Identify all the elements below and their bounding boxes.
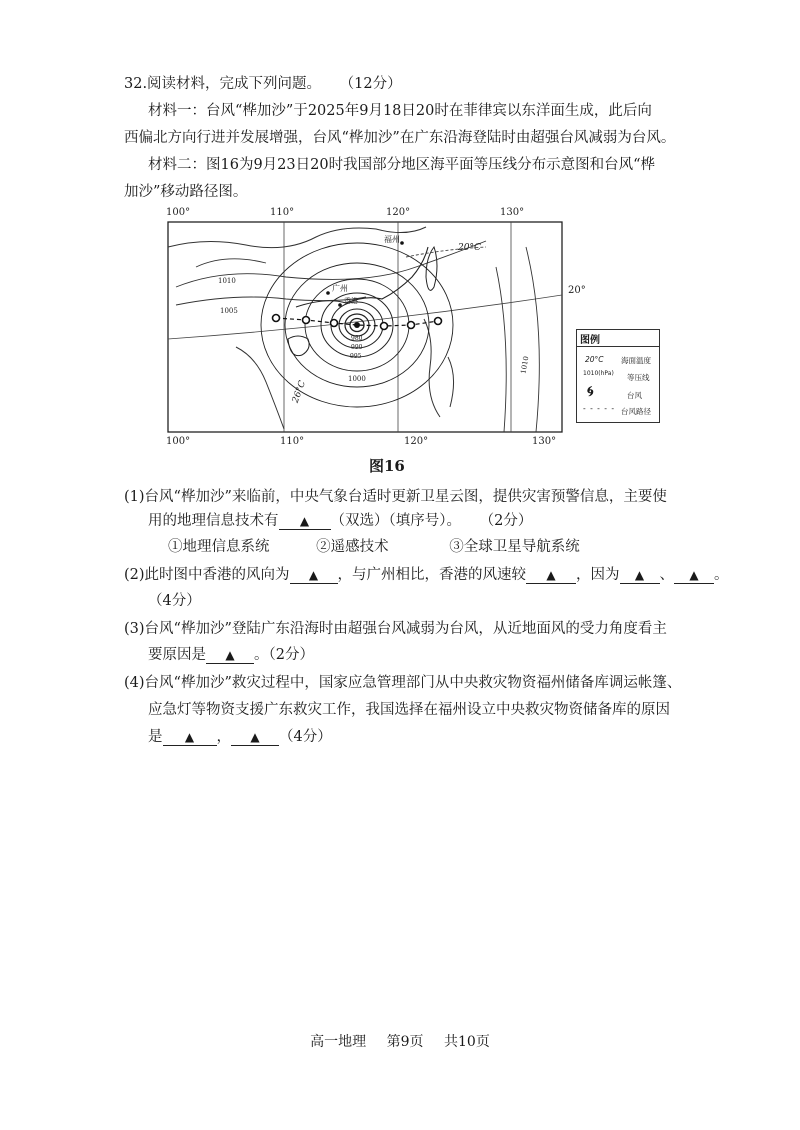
q2-blank-3[interactable]	[620, 567, 660, 584]
answer-triangle-icon: ▲	[299, 514, 310, 528]
q3-stem: 要原因是	[148, 647, 206, 663]
q1-stem: 用的地理信息技术有	[148, 513, 279, 529]
page-footer	[0, 1031, 800, 1051]
isobar-label-995: 995	[350, 353, 362, 360]
q1-note: （双选）（填序号）。	[330, 513, 461, 529]
map-legend	[576, 329, 660, 423]
lon-label-top-130: 130°	[500, 207, 525, 218]
q4-blank-2[interactable]	[231, 729, 279, 746]
footer-subject: 高一地理	[310, 1034, 367, 1050]
question-title: 32.阅读材料，完成下列问题。	[124, 76, 322, 92]
answer-triangle-icon: ▲	[225, 648, 235, 662]
answer-triangle-icon: ▲	[546, 568, 556, 582]
legend-path-sample: - - - - -	[583, 404, 616, 413]
q2-because: ，因为	[576, 567, 620, 583]
answer-triangle-icon: ▲	[250, 730, 260, 744]
legend-typhoon-label: 台风	[627, 391, 642, 400]
isobar-label-1010-east: 1010	[519, 355, 531, 375]
lon-label-bottom-120: 120°	[404, 436, 429, 447]
sst-label-20c: 20°C	[458, 243, 481, 253]
q1-option-3: ③全球卫星导航系统	[449, 539, 580, 555]
q4-line3	[148, 727, 332, 747]
isobar-label-1010-left: 1010	[218, 277, 236, 285]
isobar-map-figure	[166, 207, 586, 455]
isobar-map	[166, 207, 566, 455]
lon-label-bottom-100: 100°	[166, 436, 191, 447]
answer-triangle-icon: ▲	[689, 568, 699, 582]
q2-blank-2[interactable]	[526, 567, 576, 584]
fuzhou-point	[400, 241, 404, 245]
q4-sep: ，	[216, 729, 231, 745]
q2-sep: 、	[659, 567, 675, 583]
fuzhou-label: 福州	[384, 235, 400, 244]
answer-triangle-icon: ▲	[184, 730, 195, 744]
answer-triangle-icon: ▲	[634, 568, 645, 582]
q1-answer-blank[interactable]	[279, 513, 331, 530]
typhoon-symbol-icon: 🌀︎	[587, 384, 594, 400]
sst-label-26c: 26°C	[290, 379, 309, 405]
q3-line2	[148, 645, 314, 665]
q1-points: （2分）	[479, 513, 533, 529]
guangzhou-point	[326, 291, 330, 295]
q2-stem: (2)此时图中香港的风向为	[124, 567, 290, 583]
footer-total: 共10页	[444, 1034, 490, 1050]
q2-blank-4[interactable]	[674, 567, 714, 584]
q2-blank-1[interactable]	[290, 567, 338, 584]
q2-end: 。	[714, 567, 729, 583]
isobar-label-1000: 1000	[348, 375, 366, 383]
q3-line1: (3)台风“桦加沙”登陆广东沿海时由超强台风减弱为台风，从近地面风的受力角度看主	[124, 621, 667, 637]
q2-compare: ，与广州相比，香港的风速较	[337, 567, 527, 583]
q3-points: 。（2分）	[254, 647, 314, 663]
legend-isobar-sample: 1010(hPa)	[583, 370, 614, 377]
hongkong-label: 香港	[344, 297, 358, 305]
q4-points: （4分）	[279, 729, 332, 745]
material2-line2: 加沙”移动路径图。	[124, 184, 248, 200]
legend-title: 图例	[580, 335, 600, 346]
isobar-label-1005: 1005	[220, 307, 238, 315]
q1-options	[168, 537, 580, 557]
isobar-label-980: 980	[351, 335, 363, 342]
material2-line1: 材料二：图16为9月23日20时我国部分地区海平面等压线分布示意图和台风“桦	[148, 157, 655, 173]
lat-label-20: 20°	[568, 285, 586, 296]
typhoon-center	[354, 322, 360, 328]
legend-path-label: 台风路径	[621, 407, 651, 416]
footer-page: 第9页	[386, 1034, 424, 1050]
lon-label-top-120: 120°	[386, 207, 411, 218]
q2-points: （4分）	[148, 593, 201, 609]
question-header	[124, 74, 402, 94]
q4-stem: 是	[148, 729, 163, 745]
q1-line1: (1)台风“桦加沙”来临前，中央气象台适时更新卫星云图，提供灾害预警信息，主要使	[124, 489, 667, 505]
isobar-label-990: 990	[351, 344, 363, 351]
lon-label-bottom-130: 130°	[532, 436, 557, 447]
q4-line2: 应急灯等物资支援广东救灾工作，我国选择在福州设立中央救灾物资储备库的原因	[148, 702, 670, 718]
q3-answer-blank[interactable]	[206, 647, 254, 664]
figure-caption: 图16	[369, 457, 405, 475]
legend-sst-label: 海面温度	[621, 356, 651, 365]
legend-isobar-label: 等压线	[627, 373, 650, 382]
lon-label-top-110: 110°	[270, 207, 295, 218]
q4-line1: (4)台风“桦加沙”救灾过程中，国家应急管理部门从中央救灾物资福州储备库调运帐篷、	[124, 675, 682, 691]
guangzhou-label: 广州	[332, 284, 348, 293]
q4-blank-1[interactable]	[163, 729, 217, 746]
legend-sst-sample: 20°C	[585, 355, 604, 364]
q1-option-2: ②遥感技术	[316, 539, 389, 555]
q2-line	[124, 565, 729, 585]
q1-option-1: ①地理信息系统	[168, 539, 270, 555]
lon-label-top-100: 100°	[166, 207, 191, 218]
material1-line1: 材料一：台风“桦加沙”于2025年9月18日20时在菲律宾以东洋面生成，此后向	[148, 103, 652, 119]
answer-triangle-icon: ▲	[308, 568, 319, 582]
question-points: （12分）	[339, 76, 402, 92]
material1-line2: 西偏北方向行进并发展增强，台风“桦加沙”在广东沿海登陆时由超强台风减弱为台风。	[124, 130, 676, 146]
hongkong-point	[338, 303, 342, 307]
lon-label-bottom-110: 110°	[280, 436, 305, 447]
q1-line2	[148, 511, 532, 531]
